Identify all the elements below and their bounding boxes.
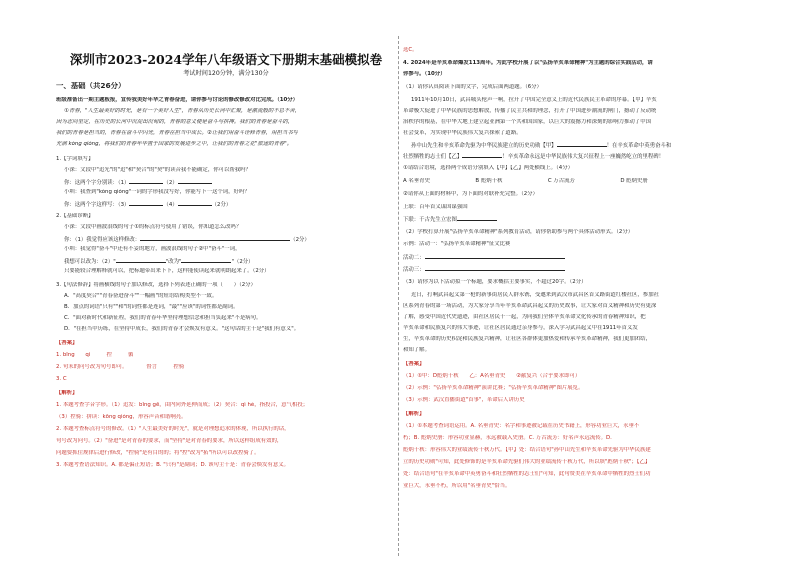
exam-meta: 考试时间120分钟，满分130分 <box>183 70 269 77</box>
q4-part: （3）请你为以下活动拟一个标题，要求概括主要事实，不超过20字。（2分） <box>403 279 587 285</box>
answer-label: 【答案】 <box>56 340 78 346</box>
intro-line: ①青春，"人生最美好的时光，是有一个美好人生"，青春从历史长河中汇聚，是激流般的不息不舍， <box>64 108 301 114</box>
q4-heading: 你参与。（10分） <box>403 71 446 77</box>
answer-line: 1. bǐng qì 控 循 <box>56 352 134 358</box>
q4-part: （2）学校打算开展"弘扬辛亥革命精神"系列教育活动，请你帮助参与两个具体活动形式。（2分） <box>403 229 634 235</box>
answer-blank[interactable] <box>425 253 565 259</box>
intro-line: 班级准备出一期主题板报，宣传我美好年华之青春奋进，请你参与讨论的修改修改对比完成。（10分） <box>56 97 298 103</box>
column-divider <box>398 36 399 556</box>
passage-line: 辛亥革命和民族复兴的伟大事迹，让社区居民通过亲身参与，深入学习武昌起义中在1911年首义发 <box>403 325 638 331</box>
answer-blank[interactable] <box>457 215 497 221</box>
answer-line: （2）示例："弘扬辛亥革命精神"演讲比赛；"弘扬辛亥革命精神"图片展览。 <box>403 385 584 391</box>
option-b: B 彪炳千秋 <box>475 178 503 184</box>
analysis-label: 【解析】 <box>403 411 425 417</box>
q3-option: D．"在担当中历练，在坚持中成长，我们的青春才会焕发有意义。"这句话的主干是"我们有意义"。 <box>64 326 300 332</box>
option-c: C 万古流芳 <box>547 178 575 184</box>
analysis-line: 问题要抓住规律后进行修改，"控骑"是有目的的；将"控"改为"拓"所以可以改控骑了。 <box>56 450 260 456</box>
page-title: 深圳市2023-2024学年八年级语文下册期末基础模拟卷 <box>69 52 383 67</box>
analysis-line: （1）①本题考查词语运用。A. 名垂青史：名字和事迹被记载在历史书籍上，形容功业巨大，永垂不 <box>403 423 640 429</box>
example-line: 示例：活动一："弘扬辛亥革命精神"征文比赛 <box>403 241 511 247</box>
passage-line: 壮烈牺牲的志士们【乙】 ！辛亥革命永远是中华民族伟大复兴征程上一座巍然屹立的里程碑！ <box>403 154 665 160</box>
q3-option: C．"面对新时代和新征程，我们的青春年华坚持理想信念和担当负起来"不是病句。 <box>64 315 262 321</box>
q2-line: 小圳：我觉得"奋斗"中还有不妥的地方，画波浪线的句子②中"奋斗"一词， <box>64 246 241 252</box>
passage-line: 孙中山先生和辛亥革命先驱为中华民族建立的历史功勋【甲】 ！在辛亥革命中英勇奋斗和 <box>411 143 672 149</box>
choice-options <box>403 178 648 185</box>
answer-blank[interactable] <box>140 235 290 241</box>
couplet-upper: 上联：百年首义谋国谋强国 <box>403 204 468 210</box>
activity-line: 活动三： <box>403 265 565 274</box>
q4-subpart: ①请结合语境，选择两个成语分别填入【甲】【乙】两处横线上。（4分） <box>403 165 573 171</box>
analysis-line: 2. 本题考查标点符号的修改。（1）"人生最美好的时光"，就是对理想追求的体现，所以执行的话， <box>56 426 290 432</box>
intro-line: 因为志向坚定，在历史的长河中沉淀出沉甸的，青春的意义便是奋斗与拼搏。我们的青春是奋斗的， <box>56 119 294 125</box>
passage-line: 生，辛亥革命的历史积淀和民族复兴精神，让社区各群体更加热爱和传承辛亥革命精神，我们更加团结， <box>403 336 651 342</box>
analysis-line: 彪炳千秋：形容伟大的业绩流传千秋万代。【甲】处：结合语句"孙中山先生和辛亥革命先驱为中华民族建 <box>403 447 651 453</box>
q2-line: 我想可以改为：（2）" "改为" "（2分） <box>64 259 254 265</box>
q4-subpart: ②请你从上面的材料中，为下面的对联补充完整。（2分） <box>403 191 538 197</box>
analysis-line: 3. 本题考查语法知识。A. 都是偏正短语；B. "只有"是副词；D. 该句主干是：青春会焕发有意义。 <box>56 462 289 468</box>
q1-line: 小深：文段中"追光"的"追"和"契合"的"契"的读音我不能确定，你可以帮我吗？ <box>64 167 251 173</box>
analysis-line: 立的历史功勋"可知，此处修饰的是辛亥革命先驱们伟大的业绩流传千秋万代，所以填"彪炳千秋"；【乙】 <box>403 459 651 465</box>
q1-line: 你：这两个字这样写：（3） （4） （2分） <box>64 202 232 208</box>
analysis-line: 句号改为问号。（2）"奋进"是对青春的要求，而"坚持"是对青春的要求，所以这样组成有效的， <box>56 438 283 444</box>
analysis-line: 处：结合语句"在辛亥革命中英勇奋斗和壮烈牺牲的志士们"可知，此句赞美在辛亥革命中牺牲的烈士们功 <box>403 471 651 477</box>
passage-line: 了解，感受中国近代史遗迹，由社区居民干一起，为同我们全体辛亥革命文化传承的青春精神知识，把 <box>403 314 646 320</box>
section-heading: 一、基础（共26分） <box>56 82 126 89</box>
q3-option: B．加点的词语"只有""和"的词性都是连词，"最""应该"的词性都是副词。 <box>64 304 239 310</box>
passage-line: 社会变革，为实现中华民族伟大复兴探索了道路。 <box>403 130 522 136</box>
analysis-line: （3）控骑：拼读：kōng qióng，形容声音和谐响亮。 <box>56 414 187 420</box>
answer-line: 2. 句末的问号改为句号即可。 督言 控骑 <box>56 364 185 370</box>
option-d: D 彪炳史册 <box>620 178 648 184</box>
q3-heading: 3.【句法修辞】将画横线的句子加以修改，选择下列表述正确的一项（ ）（2分） <box>56 282 256 288</box>
q4-heading: 4. 2024年是辛亥革命爆发113周年。为此学校开展了以"弘扬辛亥革命精神"为主题的综合实践活动，请 <box>403 60 653 66</box>
analysis-label: 【解析】 <box>56 390 78 396</box>
q4-part: （1）请你认真阅读下面的文字，完成后面两道题。（6分） <box>403 84 542 90</box>
q1-line: 你：这两个字分别读：（1） （2） <box>64 178 212 187</box>
q1-heading: 1.【字词填写】 <box>56 156 94 162</box>
answer-line: （3）示例：武汉直播街道"首事"，革命后人讲历史 <box>403 397 525 403</box>
q3-option: A．"高度契合""青春奋进奋斗""一幅画"的短语结构类型不一致。 <box>64 293 218 299</box>
analysis-line: 朽；B. 彪炳史册：形容功业显赫，永远被载入史册。C. 万古流芳：好名声永远流传。D. <box>403 435 612 441</box>
intro-line: 我们的青春是担当的，青春在奋斗中闪光，青春在担当中成长。②让我们用奋斗诠释青春，用担当书写 <box>56 130 299 136</box>
answer-blank[interactable] <box>181 257 231 263</box>
activity-line: 活动二： <box>403 253 565 262</box>
q2-line: 你：（1）我觉得应该这样修改： （2分） <box>64 237 310 243</box>
passage-line: 近日，打响武昌起义第一枪的新事街居民人群永镌，受邀来到武汉市武昌区首义路街道红楼社区，参加社 <box>411 292 659 298</box>
q2-line: 只要能较合理解释就可以，把标题带出来下下，这样能使读起来就明朗起来了。（2分） <box>64 268 270 274</box>
passage-line: 1911年10月10日，武昌城头枪声一响，拉开了中国完全意义上的近代民族民主革命的序幕。【甲】辛亥 <box>411 97 657 103</box>
q1-line: 小圳：我查到"kòng qióng"一词的字形我没写好，你能写下一这个词，好吗？ <box>64 189 250 195</box>
passage-line: 革命极大促进了中华民族的思想解放，传播了民主共和的理念，打开了中国进步潮流的闸门，撼动了反动统 <box>403 108 657 114</box>
passage-line: 区系列青春的第一场活动，为大家分享当年辛亥革命武昌起义的历史故事，让大家对首义精神和历史有更深 <box>403 303 657 309</box>
couplet-lower: 下联：千古先生立宏图 <box>403 215 497 224</box>
answer-line: （1）①甲：D彪炳千秋 乙：A名垂青史 ②献复兴（合乎要求即可） <box>403 373 581 379</box>
answer-blank[interactable] <box>116 257 166 263</box>
answer-blank[interactable] <box>129 200 163 206</box>
answer-label: 【答案】 <box>403 361 425 367</box>
option-a: A 名垂青史 <box>403 178 430 184</box>
passage-line: 治秩序的根基，在中华大地上建立起亚洲第一个共和国国家，以巨大的震撼力和深刻的影响力推动了中国 <box>403 119 651 125</box>
q2-heading: 2.【基础诊断】 <box>56 213 94 219</box>
answer-blank[interactable] <box>462 152 502 158</box>
answer-blank[interactable] <box>425 265 565 271</box>
answer-line: 3. C <box>56 376 67 382</box>
answer-blank[interactable] <box>129 178 163 184</box>
intro-line: 充满 kòng qióng，将我们的青春年华置于国家的发展进步之中，让我们的青春之花"旅途的青春"。 <box>56 141 293 147</box>
analysis-line: 1. 本题考查字音字形。（1）追发：bǐng gē，由内向外延伸而成；（2）契合：qì hé，指投合，意气相投； <box>56 402 309 408</box>
answer-blank[interactable] <box>178 200 212 206</box>
q2-line: 小深：文段中画波浪线的句子①的标点符号使用了错误，你知道怎么改吗？ <box>64 224 242 230</box>
answer-blank[interactable] <box>557 141 607 147</box>
passage-line: 和知了解。 <box>403 347 430 353</box>
analysis-line: 业巨大，永垂不朽，所以用"名垂青史"恰当。 <box>403 483 511 489</box>
continued-answer: 选C。 <box>403 47 418 53</box>
answer-blank[interactable] <box>178 178 212 184</box>
